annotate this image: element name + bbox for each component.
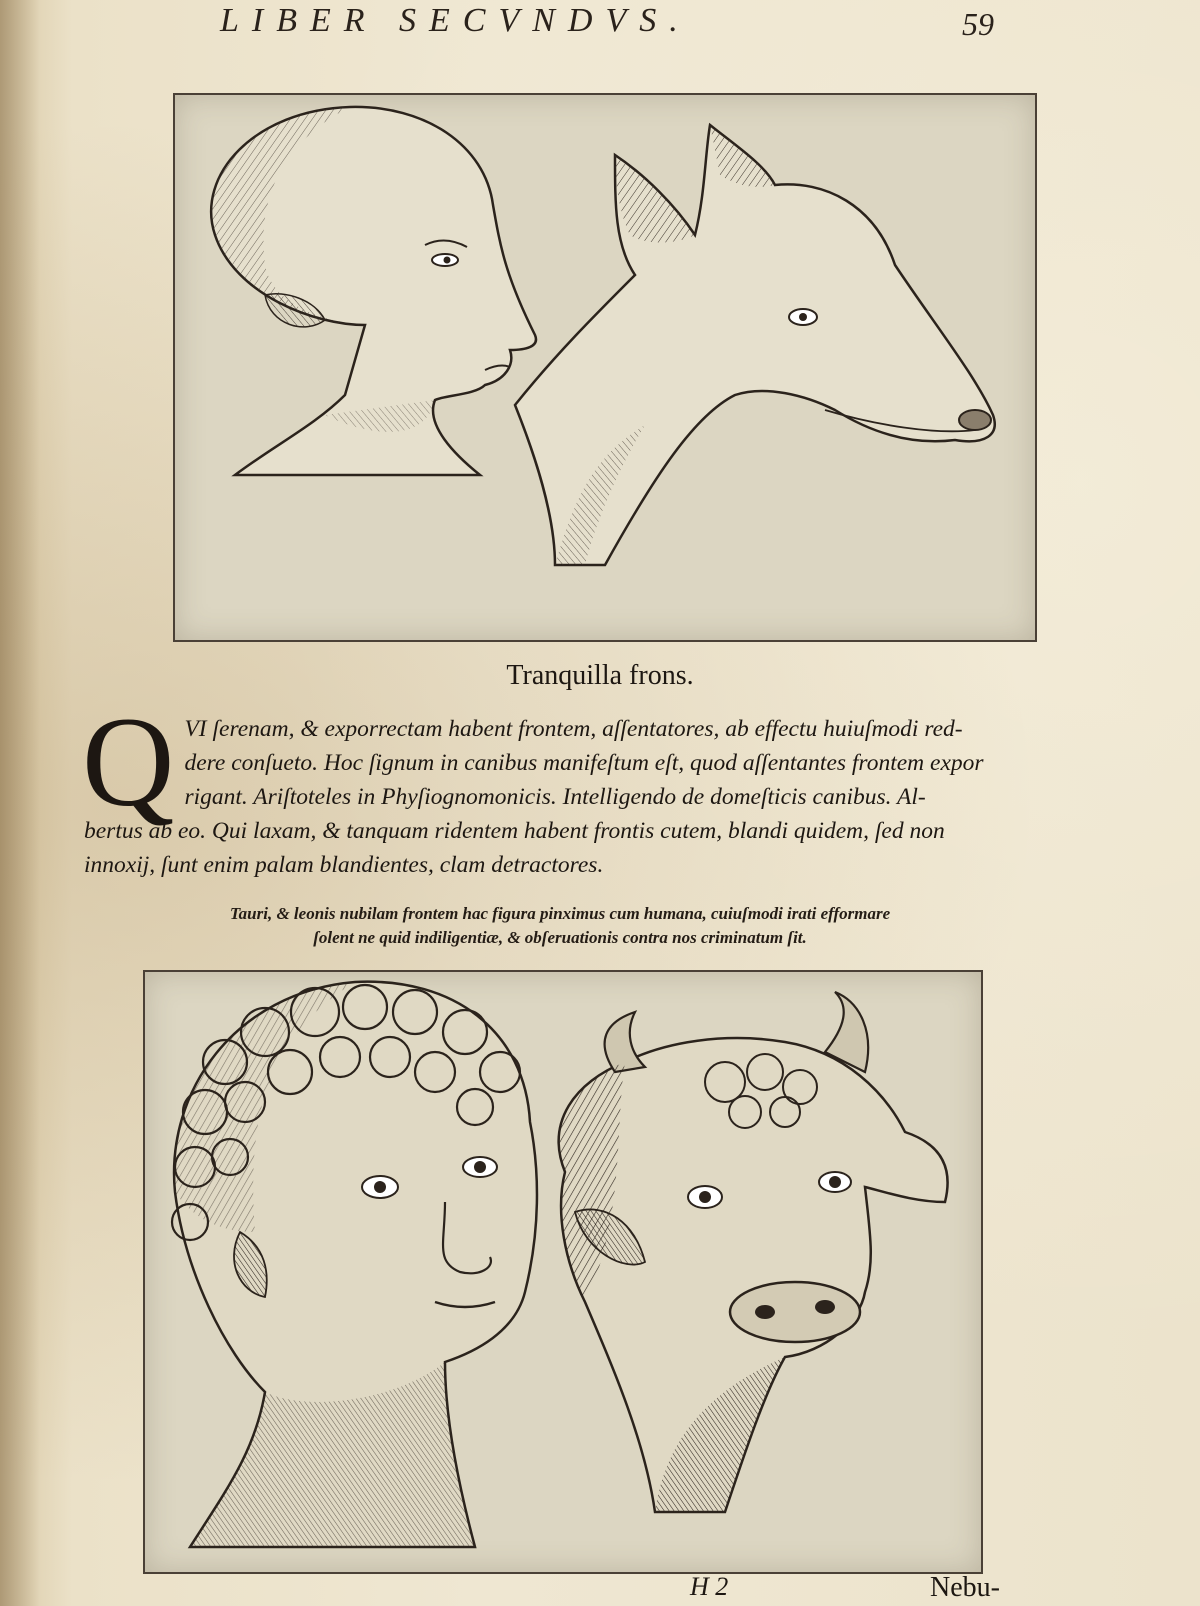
body-line: bertus ab eo. Qui laxam, & tanquam ridentem habent frontis cutem, blandi quidem, ſed non: [84, 818, 945, 844]
curly-haired-human-head-icon: [172, 982, 537, 1547]
dog-head-icon: [515, 125, 995, 565]
body-line: dere conſueto. Hoc ſignum in canibus manifeſtum eſt, quod aſſentantes frontem expor: [184, 750, 984, 776]
figure-note-line: Tauri, & leonis nubilam frontem hac figura pinximus cum humana, cuiuſmodi irati efformare: [229, 904, 891, 923]
figure-caption: Tranquilla frons.: [506, 660, 694, 691]
page-number: 59: [962, 6, 994, 42]
running-title: LIBER SECVNDVS.: [220, 2, 691, 39]
gutter-shadow: [0, 0, 40, 1606]
bull-head-icon: [559, 992, 948, 1512]
body-paragraph: [82, 691, 1044, 882]
figure-note-line: ſolent ne quid indiligentiæ, & obſeruationis contra nos criminatum ſit.: [313, 928, 807, 947]
figure-note: [180, 902, 940, 950]
signature-mark: H 2: [690, 1572, 729, 1601]
body-line: innoxij, ſunt enim palam blandientes, clam detractores.: [84, 852, 604, 878]
engraving-man-and-bull: [143, 970, 983, 1574]
body-line: rigant. Ariſtoteles in Phyſiognomonicis. Intelligendo de domeſticis canibus. Al-: [184, 784, 926, 810]
engraving-man-and-dog: [173, 93, 1037, 642]
body-line: VI ſerenam, & exporrectam habent frontem, aſſentatores, ab effectu huiuſmodi red-: [184, 716, 963, 742]
drop-cap: Q: [82, 691, 175, 833]
catchword: Nebu-: [930, 1572, 1000, 1603]
human-head-icon: [211, 107, 536, 475]
